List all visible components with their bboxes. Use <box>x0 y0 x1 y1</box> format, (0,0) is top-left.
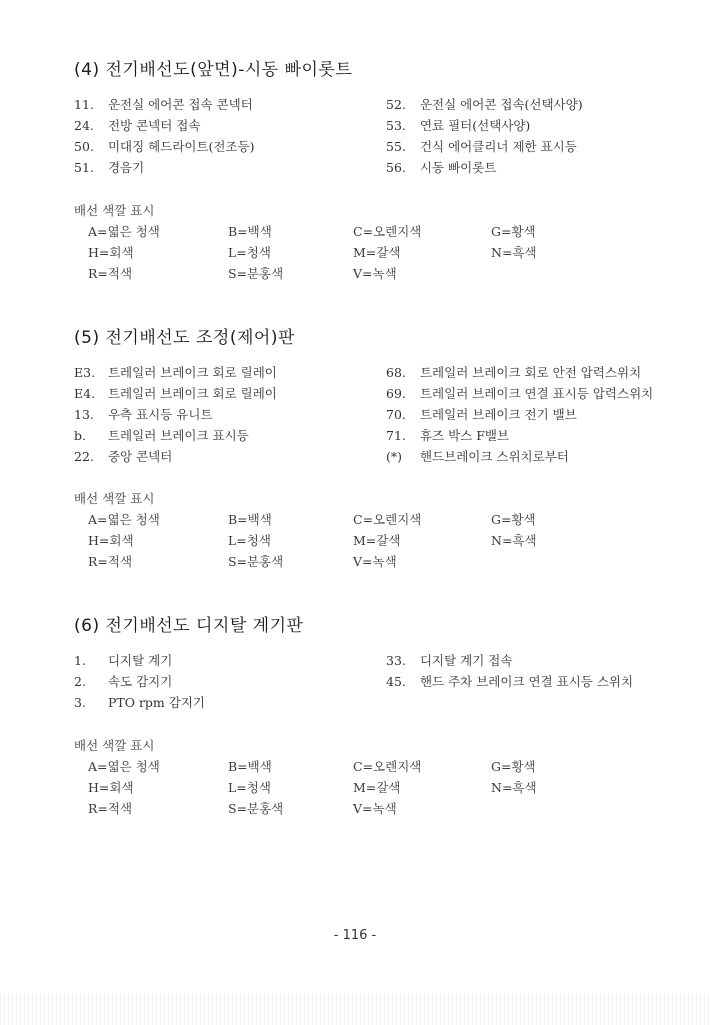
list-item: 55. 건식 에어클리너 제한 표시등 <box>386 139 577 154</box>
section-4-color-legend <box>74 200 684 284</box>
legend-entry: L=청색 <box>228 533 271 548</box>
legend-entry: C=오렌지색 <box>353 759 422 774</box>
section-6-title: (6) 전기배선도 디지탈 계기판 <box>74 616 304 636</box>
section-5-title: (5) 전기배선도 조정(제어)판 <box>74 328 295 348</box>
section-5-right-column <box>386 362 686 467</box>
legend-entry: C=오렌지색 <box>353 224 422 239</box>
legend-grid <box>88 221 684 284</box>
legend-entry: B=백색 <box>228 224 272 239</box>
legend-entry: H=회색 <box>88 533 134 548</box>
section-6-color-legend <box>74 735 684 819</box>
list-item: 68. 트레일러 브레이크 회로 안전 압력스위치 <box>386 365 642 380</box>
legend-entry: M=갈색 <box>353 245 401 260</box>
page-number: - 116 - <box>333 928 377 943</box>
section-6 <box>74 614 684 713</box>
legend-grid <box>88 756 684 819</box>
list-item: 11. 운전실 에어콘 접속 콘넥터 <box>74 97 253 112</box>
section-4-title: (4) 전기배선도(앞면)-시동 빠이롯트 <box>74 60 353 80</box>
legend-entry: H=회색 <box>88 245 134 260</box>
section-5-color-legend <box>74 488 684 572</box>
legend-entry: A=엷은 청색 <box>88 512 160 527</box>
legend-entry: B=백색 <box>228 759 272 774</box>
section-4 <box>74 58 684 178</box>
legend-entry: V=녹색 <box>353 801 397 816</box>
list-item: 69. 트레일러 브레이크 연결 표시등 압력스위치 <box>386 386 654 401</box>
list-item: (*) 핸드브레이크 스위치로부터 <box>386 449 569 464</box>
legend-entry: N=흑색 <box>491 245 537 260</box>
section-5 <box>74 326 684 467</box>
legend-entry: S=분홍색 <box>228 266 284 281</box>
legend-entry: G=황색 <box>491 759 536 774</box>
legend-entry: B=백색 <box>228 512 272 527</box>
legend-entry: S=분홍색 <box>228 554 284 569</box>
list-item: b. 트레일러 브레이크 표시등 <box>74 428 249 443</box>
list-item: 56. 시동 빠이롯트 <box>386 160 497 175</box>
list-item: 50. 미대징 헤드라이트(전조등) <box>74 139 255 154</box>
legend-entry: S=분홍색 <box>228 801 284 816</box>
scan-edge-texture <box>0 995 710 1025</box>
list-item: 33. 디지탈 계기 접속 <box>386 653 513 668</box>
legend-entry: A=엷은 청색 <box>88 759 160 774</box>
list-item: 2. 속도 감지기 <box>74 674 173 689</box>
section-6-right-column <box>386 650 686 692</box>
legend-entry: G=황색 <box>491 512 536 527</box>
section-4-right-column <box>386 94 686 178</box>
section-5-left-column <box>74 362 374 467</box>
list-item: 3. PTO rpm 감지기 <box>74 695 205 710</box>
list-item: 24. 전방 콘넥터 접속 <box>74 118 201 133</box>
list-item: 71. 휴즈 박스 F밸브 <box>386 428 510 443</box>
legend-entry: M=갈색 <box>353 533 401 548</box>
section-5-items <box>74 362 684 467</box>
legend-entry: R=적색 <box>88 266 133 281</box>
list-item: 22. 중앙 콘넥터 <box>74 449 173 464</box>
list-item: 13. 우측 표시등 유니트 <box>74 407 213 422</box>
list-item: 51. 경음기 <box>74 160 145 175</box>
legend-entry: M=갈색 <box>353 780 401 795</box>
list-item: E3. 트레일러 브레이크 회로 릴레이 <box>74 365 277 380</box>
legend-title: 배선 색깔 표시 <box>74 738 155 753</box>
legend-entry: V=녹색 <box>353 266 397 281</box>
section-6-items <box>74 650 684 713</box>
legend-entry: C=오렌지색 <box>353 512 422 527</box>
legend-entry: L=청색 <box>228 780 271 795</box>
legend-title: 배선 색깔 표시 <box>74 491 155 506</box>
list-item: 45. 핸드 주차 브레이크 연결 표시등 스위치 <box>386 674 634 689</box>
legend-entry: L=청색 <box>228 245 271 260</box>
list-item: 53. 연료 필터(선택사양) <box>386 118 531 133</box>
legend-title: 배선 색깔 표시 <box>74 203 155 218</box>
section-4-left-column <box>74 94 374 178</box>
legend-entry: H=회색 <box>88 780 134 795</box>
list-item: E4. 트레일러 브레이크 회로 릴레이 <box>74 386 277 401</box>
legend-entry: N=흑색 <box>491 533 537 548</box>
legend-entry: A=엷은 청색 <box>88 224 160 239</box>
list-item: 1. 디지탈 계기 <box>74 653 173 668</box>
legend-entry: N=흑색 <box>491 780 537 795</box>
legend-entry: V=녹색 <box>353 554 397 569</box>
legend-entry: R=적색 <box>88 801 133 816</box>
legend-entry: R=적색 <box>88 554 133 569</box>
section-6-left-column <box>74 650 374 713</box>
legend-grid <box>88 509 684 572</box>
list-item: 70. 트레일러 브레이크 전기 밸브 <box>386 407 577 422</box>
section-4-items <box>74 94 684 178</box>
legend-entry: G=황색 <box>491 224 536 239</box>
list-item: 52. 운전실 에어콘 접속(선택사양) <box>386 97 583 112</box>
